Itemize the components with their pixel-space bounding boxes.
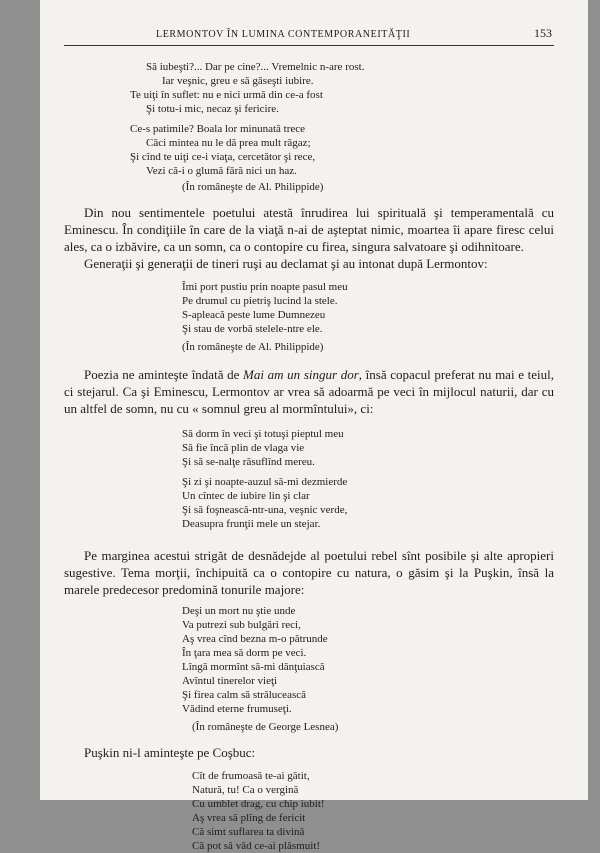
verse-line: Şi totu-i mic, necaz şi fericire. <box>146 103 279 115</box>
book-page <box>40 0 588 852</box>
verse-line: Ce-s patimile? Boala lor minunată trece <box>130 123 306 135</box>
verse-line: Cît de frumoasă te-ai gătit, <box>192 770 310 782</box>
verse-line: Că pot să văd ce-ai plăsmuit! <box>192 840 320 852</box>
verse-line: Cu umblet drag, cu chip iubit! <box>192 798 325 810</box>
poem-2 <box>64 280 554 336</box>
page-number: 153 <box>534 26 552 40</box>
poem-5 <box>64 769 554 853</box>
verse-line: Căci mintea nu le dă prea mult răgaz; <box>146 137 311 149</box>
verse-line: Natură, tu! Ca o vergină <box>192 784 299 796</box>
verse-line: Va putrezi sub bulgări reci, <box>182 619 301 631</box>
poem-1-stanza-1 <box>130 60 554 116</box>
verse-line: Un cîntec de iubire lin şi clar <box>182 490 310 502</box>
paragraph-3 <box>64 366 554 417</box>
poem-title-reference: Mai am un singur dor <box>243 367 359 382</box>
verse-line: Deasupra frunţii mele un stejar. <box>182 518 321 530</box>
paragraph-3-after: , însă copacul preferat nu mai e teiul, ci stejarul. Ca şi Eminescu, Lermontov ar vrea să adoarmă pe veci în mijlocul naturii, dar cu un altfel de somn, nu cu « somnul greu al mormîntului», ci: <box>64 367 554 416</box>
poem-1-stanza-2 <box>130 122 554 178</box>
verse-line: Îmi port pustiu prin noapte pasul meu <box>182 281 348 293</box>
paragraph-3-before: Poezia ne aminteşte îndată de <box>84 367 244 382</box>
poem-4-attribution: (În româneşte de George Lesnea) <box>192 721 339 733</box>
verse-line: Şi firea calm să strălucească <box>182 689 306 701</box>
verse-line: Şi zi şi noapte-auzul să-mi dezmierde <box>182 476 348 488</box>
verse-line: S-apleacă peste lume Dumnezeu <box>182 309 326 321</box>
paragraph-5: Puşkin ni-l aminteşte pe Coşbuc: <box>84 745 256 760</box>
verse-line: Vezi că-i o glumă fără nici un haz. <box>146 165 297 177</box>
verse-line: Şi stau de vorbă stelele-ntre ele. <box>182 323 323 335</box>
verse-line: Aş vrea cînd bezna m-o pătrunde <box>182 633 328 645</box>
verse-line: Şi cînd te uiţi ce-i viaţa, cercetător şi rece, <box>130 151 316 163</box>
verse-line: Aş vrea să plîng de fericit <box>192 812 306 824</box>
poem-3 <box>64 427 554 531</box>
poem-4 <box>64 604 554 716</box>
verse-line: Să dorm în veci şi totuşi pieptul meu <box>182 428 344 440</box>
paragraph-4: Pe marginea acestui strigăt de desnădejde al poetului rebel sînt posibile şi alte apropieri sugestive. Tema morţii, închipuită ca o contopire cu natura, o găsim şi la Puşkin, însă la marele predecesor predomină tonurile majore: <box>64 548 554 597</box>
paragraph-2: Generaţii şi generaţii de tineri ruşi au declamat şi au intonat după Lermontov: <box>84 256 488 271</box>
verse-line: Avîntul tinerelor vieţi <box>182 675 278 687</box>
running-header <box>64 26 554 46</box>
verse-line: Şi să foşnească-ntr-una, veşnic verde, <box>182 504 348 516</box>
poem-1-attribution: (În româneşte de Al. Philippide) <box>182 181 324 193</box>
verse-line: Deşi un mort nu ştie unde <box>182 605 296 617</box>
verse-line: Lîngă mormînt să-mi dănţuiască <box>182 661 325 673</box>
verse-line: Să fie încă plin de vlaga vie <box>182 442 305 454</box>
verse-line: Te uiţi în suflet: nu e nici urmă din ce-a fost <box>130 89 323 101</box>
poem-3-stanza-1 <box>182 427 554 469</box>
verse-line: În ţara mea să dorm pe veci. <box>182 647 307 659</box>
verse-line: Vădind eterne frumuseţi. <box>182 703 292 715</box>
verse-line: Să iubeşti?... Dar pe cine?... Vremelnic n-are rost. <box>146 61 365 73</box>
verse-line: Pe drumul cu pietriş lucind la stele. <box>182 295 338 307</box>
running-title: LERMONTOV ÎN LUMINA CONTEMPORANEITĂŢII <box>156 29 411 40</box>
poem-2-attribution: (În româneşte de Al. Philippide) <box>182 341 324 353</box>
poem-1 <box>64 60 554 178</box>
verse-line: Şi să se-nalţe răsuflînd mereu. <box>182 456 315 468</box>
verse-line: Iar veşnic, greu e să găseşti iubire. <box>162 75 314 87</box>
verse-line: Că simt suflarea ta divină <box>192 826 305 838</box>
poem-3-stanza-2 <box>182 475 554 531</box>
paragraph-1: Din nou sentimentele poetului atestă înrudirea lui spirituală şi temperamentală cu Eminescu. În condiţiile în care de la viaţă n-ai de aşteptat nimic, moartea îi apare firesc celui ales, ca o izbăvire, ca un somn, ca o contopire cu firea, singura salvatoare şi odihnitoare. <box>64 205 554 254</box>
